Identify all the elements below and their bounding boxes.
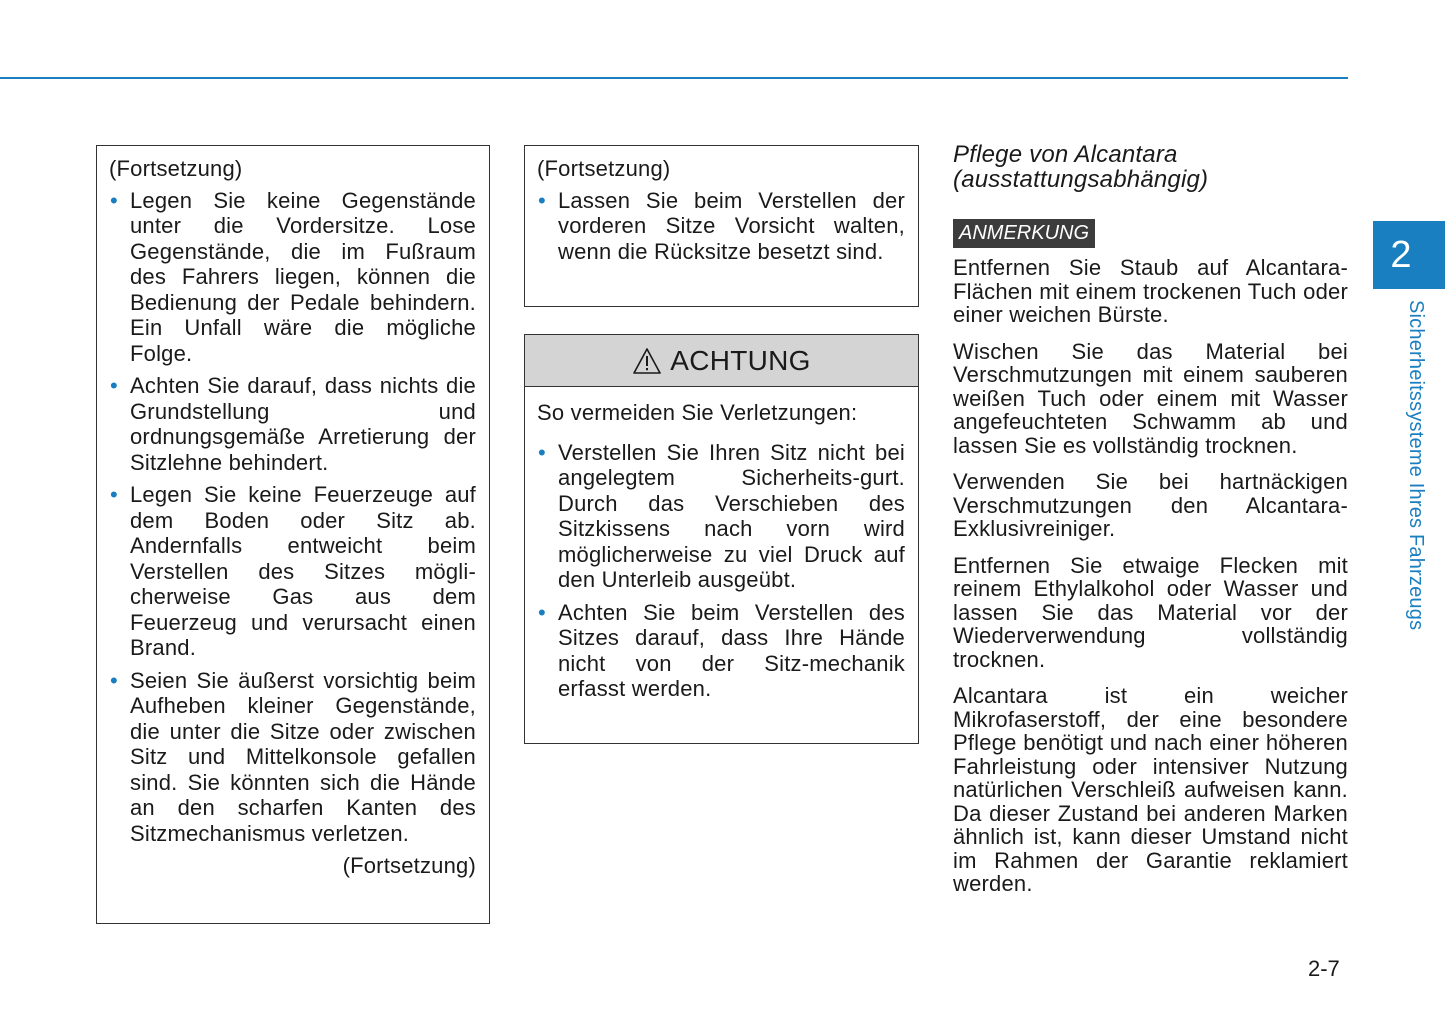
caution-box-continued-1	[96, 145, 490, 924]
page-number: 2-7	[1308, 956, 1340, 981]
chapter-title-vertical: Sicherheitssysteme Ihres Fahrzeugs	[1405, 300, 1427, 631]
caution-box-continued-2	[524, 145, 919, 307]
list-item: • Verstellen Sie Ihren Sitz nicht bei angelegtem Sicherheits-gurt. Durch das Verschieben des Sitzkissens nach vorn wird möglicherweise zu viel Druck auf den Unterleib ausgeübt.	[537, 440, 905, 593]
header-rule	[0, 77, 1348, 79]
section-title	[953, 142, 1348, 192]
chapter-number-tab: 2	[1373, 221, 1445, 289]
list-item: • Achten Sie darauf, dass nichts die Grundstellung und ordnungsgemäße Arretierung der Sitzlehne behindert.	[109, 373, 476, 475]
continued-label-bottom: (Fortsetzung)	[342, 853, 476, 878]
section-title-line1: Pflege von Alcantara	[953, 141, 1178, 168]
warning-title: ACHTUNG	[670, 344, 811, 376]
list-item: • Legen Sie keine Gegenstände unter die Vordersitze. Lose Gegenstände, die im Fußraum des Fahrers liegen, können die Bedienung der Pedale behindern. Ein Unfall wäre die mögliche Folge.	[109, 188, 476, 367]
bullet-list	[537, 440, 905, 702]
paragraph: Entfernen Sie Staub auf Alcantara-Flächen mit einem trockenen Tuch oder einer weichen Bürste.	[953, 255, 1348, 327]
list-item: • Achten Sie beim Verstellen des Sitzes darauf, dass Ihre Hände nicht von der Sitz-mechanik erfasst werden.	[537, 600, 905, 702]
bullet-list	[109, 188, 476, 847]
list-item: • Lassen Sie beim Verstellen der vorderen Sitze Vorsicht walten, wenn die Rücksitze besetzt sind.	[537, 188, 905, 265]
continued-label-top: (Fortsetzung)	[537, 156, 671, 181]
alcantara-care-section	[953, 142, 1348, 909]
note-badge: ANMERKUNG	[953, 219, 1095, 248]
warning-triangle-icon	[632, 347, 662, 375]
section-title-line2: (ausstattungsabhängig)	[953, 166, 1209, 193]
paragraph: Wischen Sie das Material bei Verschmutzungen mit einem sauberen weißen Tuch oder einem mit Wasser angefeuchteten Schwamm ab und lassen Sie es vollständig trocknen.	[953, 338, 1348, 458]
warning-intro: So vermeiden Sie Verletzungen:	[537, 400, 858, 425]
paragraph: Entfernen Sie etwaige Flecken mit reinem Ethylalkohol oder Wasser und lassen Sie das Material vor der Wiederverwendung vollständig trocknen.	[953, 552, 1348, 672]
warning-box	[524, 334, 919, 744]
list-item: • Seien Sie äußerst vorsichtig beim Aufheben kleiner Gegenstände, die unter die Sitze oder zwischen Sitz und Mittelkonsole gefallen sind. Sie könnten sich die Hände an den scharfen Kanten des Sitzmechanismus verletzen.	[109, 668, 476, 847]
continued-label-top: (Fortsetzung)	[109, 156, 243, 181]
paragraph: Verwenden Sie bei hartnäckigen Verschmutzungen den Alcantara-Exklusivreiniger.	[953, 469, 1348, 541]
paragraph: Alcantara ist ein weicher Mikrofaserstoff, der eine besondere Pflege benötigt und nach einer höheren Fahrleistung oder intensiver Nutzung natürlichen Verschleiß aufweisen kann. Da dieser Zustand bei anderen Marken ähnlich ist, kann dieser Umstand nicht im Rahmen der Garantie reklamiert werden.	[953, 683, 1348, 896]
warning-header	[525, 335, 918, 387]
bullet-list	[537, 188, 905, 265]
list-item: • Legen Sie keine Feuerzeuge auf dem Boden oder Sitz ab. Andernfalls entweicht beim Verstellen des Sitzes mögli-cherweise Gas aus dem Feuerzeug und verursacht einen Brand.	[109, 482, 476, 661]
